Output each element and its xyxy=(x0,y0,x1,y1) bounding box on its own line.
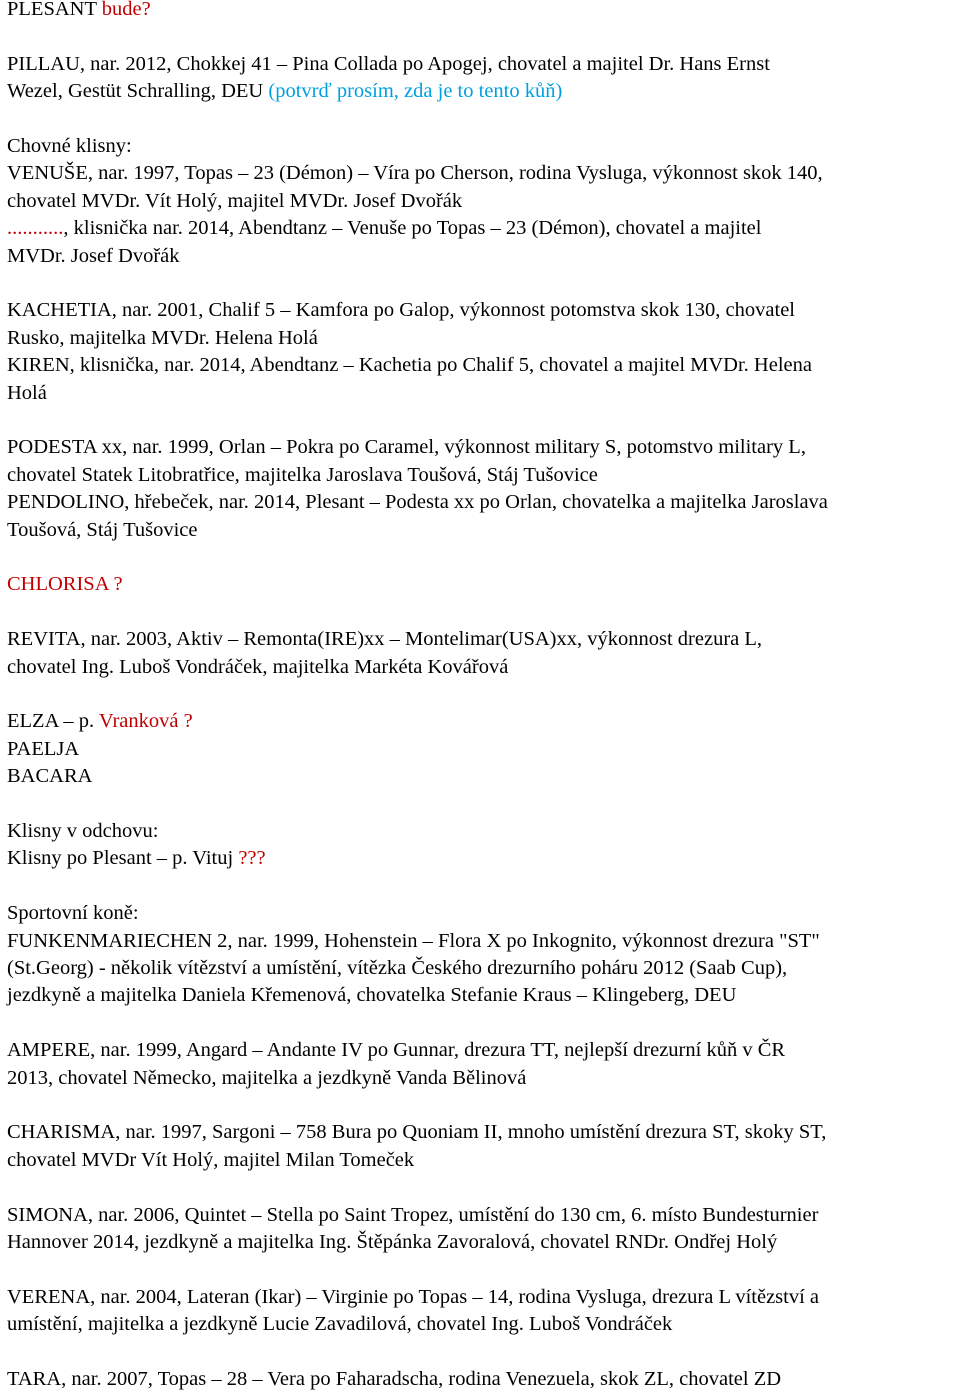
line-text: chovatel Ing. Luboš Vondráček, majitelka Markéta Kovářová xyxy=(7,655,509,678)
text-line xyxy=(7,1202,957,1229)
highlighted-text: ........... xyxy=(7,217,64,240)
text-line xyxy=(7,763,957,790)
line-text: PODESTA xx, nar. 1999, Orlan – Pokra po Caramel, výkonnost military S, potomstvo military L, xyxy=(7,436,806,459)
line-text: Wezel, Gestüt Schralling, DEU xyxy=(7,80,269,103)
line-text: umístění, majitelka a jezdkyně Lucie Zavadilová, chovatel Ing. Luboš Vondráček xyxy=(7,1313,673,1336)
text-line xyxy=(7,982,957,1009)
line-text: PAELJA xyxy=(7,737,80,760)
text-line xyxy=(7,380,957,407)
document-body xyxy=(7,0,957,1394)
line-text: Klisny po Plesant – p. Vituj xyxy=(7,847,239,870)
line-text: KIREN, klisnička, nar. 2014, Abendtanz – Kachetia po Chalif 5, chovatel a majitel MVDr. Helena xyxy=(7,354,812,377)
text-line xyxy=(7,352,957,379)
text-line xyxy=(7,188,957,215)
text-line xyxy=(7,1366,957,1393)
text-line xyxy=(7,1229,957,1256)
text-line xyxy=(7,1311,957,1338)
text-line xyxy=(7,1119,957,1146)
line-text: TARA, nar. 2007, Topas – 28 – Vera po Faharadscha, rodina Venezuela, skok ZL, chovatel ZD xyxy=(7,1368,782,1391)
text-line xyxy=(7,708,957,735)
text-line xyxy=(7,818,957,845)
text-line xyxy=(7,51,957,78)
text-line xyxy=(7,78,957,105)
blank-line xyxy=(7,1174,957,1201)
text-line xyxy=(7,133,957,160)
highlighted-text: (potvrď prosím, zda je to tento kůň) xyxy=(268,80,563,103)
line-text: Hannover 2014, jezdkyně a majitelka Ing. Štěpánka Zavoralová, chovatel RNDr. Ondřej Holý xyxy=(7,1231,778,1254)
line-text: VERENA, nar. 2004, Lateran (Ikar) – Virginie po Topas – 14, rodina Vysluga, drezura L vítězství a xyxy=(7,1285,820,1308)
blank-line xyxy=(7,791,957,818)
text-line xyxy=(7,462,957,489)
blank-line xyxy=(7,599,957,626)
text-line xyxy=(7,626,957,653)
line-text: Sportovní koně: xyxy=(7,902,139,925)
text-line xyxy=(7,736,957,763)
text-line xyxy=(7,1284,957,1311)
text-line xyxy=(7,325,957,352)
highlighted-text: Vranková ? xyxy=(98,710,193,733)
line-text: ELZA – p. xyxy=(7,710,99,733)
text-line xyxy=(7,0,957,23)
text-line xyxy=(7,297,957,324)
blank-line xyxy=(7,681,957,708)
blank-line xyxy=(7,1339,957,1366)
line-text: BACARA xyxy=(7,765,93,788)
text-line xyxy=(7,243,957,270)
line-text: AMPERE, nar. 1999, Angard – Andante IV po Gunnar, drezura TT, nejlepší drezurní kůň v ČR xyxy=(7,1039,786,1062)
line-text: chovatel MVDr Vít Holý, majitel Milan Tomeček xyxy=(7,1148,415,1171)
highlighted-text: CHLORISA ? xyxy=(7,573,123,596)
line-text: Klisny v odchovu: xyxy=(7,820,159,843)
highlighted-text: bude? xyxy=(101,0,151,20)
line-text: 2013, chovatel Německo, majitelka a jezdkyně Vanda Bělinová xyxy=(7,1066,527,1089)
line-text: Chovné klisny: xyxy=(7,135,132,157)
text-line xyxy=(7,900,957,927)
text-line xyxy=(7,215,957,242)
blank-line xyxy=(7,407,957,434)
line-text: SIMONA, nar. 2006, Quintet – Stella po Saint Tropez, umístění do 130 cm, 6. místo Bundesturnier xyxy=(7,1203,819,1226)
line-text: chovatel MVDr. Vít Holý, majitel MVDr. Josef Dvořák xyxy=(7,189,463,212)
text-line xyxy=(7,1147,957,1174)
text-line xyxy=(7,517,957,544)
text-line xyxy=(7,160,957,187)
text-line xyxy=(7,845,957,872)
line-text: PLESANT xyxy=(7,0,102,20)
highlighted-text: ??? xyxy=(238,847,266,870)
blank-line xyxy=(7,1092,957,1119)
blank-line xyxy=(7,23,957,50)
line-text: Toušová, Stáj Tušovice xyxy=(7,518,198,541)
blank-line xyxy=(7,873,957,900)
line-text: FUNKENMARIECHEN 2, nar. 1999, Hohenstein – Flora X po Inkognito, výkonnost drezura "ST" xyxy=(7,929,820,952)
line-text: MVDr. Josef Dvořák xyxy=(7,244,180,267)
line-text: VENUŠE, nar. 1997, Topas – 23 (Démon) – Víra po Cherson, rodina Vysluga, výkonnost skok 140, xyxy=(7,162,823,185)
line-text: , klisnička nar. 2014, Abendtanz – Venuše po Topas – 23 (Démon), chovatel a majitel xyxy=(63,217,762,240)
blank-line xyxy=(7,1010,957,1037)
blank-line xyxy=(7,544,957,571)
text-line xyxy=(7,489,957,516)
line-text: KACHETIA, nar. 2001, Chalif 5 – Kamfora po Galop, výkonnost potomstva skok 130, chovatel xyxy=(7,299,795,322)
text-line xyxy=(7,928,957,955)
text-line xyxy=(7,654,957,681)
text-line xyxy=(7,434,957,461)
line-text: (St.Georg) - několik vítězství a umístění, vítězka Českého drezurního poháru 2012 (Saab Cup), xyxy=(7,957,788,980)
text-line xyxy=(7,571,957,598)
line-text: jezdkyně a majitelka Daniela Křemenová, chovatelka Stefanie Kraus – Klingeberg, DEU xyxy=(7,984,737,1007)
line-text: chovatel Statek Litobratřice, majitelka Jaroslava Toušová, Stáj Tušovice xyxy=(7,463,598,486)
line-text: REVITA, nar. 2003, Aktiv – Remonta(IRE)xx – Montelimar(USA)xx, výkonnost drezura L, xyxy=(7,628,763,651)
line-text: PENDOLINO, hřebeček, nar. 2014, Plesant – Podesta xx po Orlan, chovatelka a majitelka Jaroslava xyxy=(7,491,828,514)
blank-line xyxy=(7,1257,957,1284)
blank-line xyxy=(7,106,957,133)
line-text: CHARISMA, nar. 1997, Sargoni – 758 Bura po Quoniam II, mnoho umístění drezura ST, skoky ST, xyxy=(7,1121,827,1144)
line-text: Rusko, majitelka MVDr. Helena Holá xyxy=(7,326,318,349)
text-line xyxy=(7,1065,957,1092)
text-line xyxy=(7,955,957,982)
line-text: Holá xyxy=(7,381,47,404)
text-line xyxy=(7,1037,957,1064)
blank-line xyxy=(7,270,957,297)
line-text: PILLAU, nar. 2012, Chokkej 41 – Pina Collada po Apogej, chovatel a majitel Dr. Hans Ernst xyxy=(7,52,770,75)
